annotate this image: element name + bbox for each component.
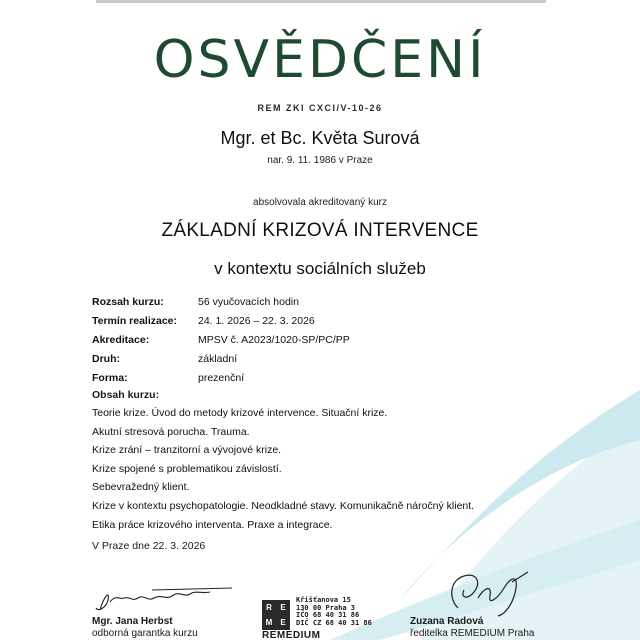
content-line: Akutní stresová porucha. Trauma. xyxy=(92,425,250,438)
content-line: Krize spojené s problematikou závislostí. xyxy=(92,462,282,475)
signer-left-role: odborná garantka kurzu xyxy=(92,628,198,639)
recipient-name: Mgr. et Bc. Květa Surová xyxy=(220,128,420,148)
detail-value: 24. 1. 2026 – 22. 3. 2026 xyxy=(198,315,315,327)
course-title: ZÁKLADNÍ KRIZOVÁ INTERVENCE xyxy=(161,220,479,241)
stamp-logo xyxy=(262,600,290,630)
stamp-name: REMEDIUM xyxy=(262,630,321,640)
detail-value: základní xyxy=(198,353,238,365)
content-line: Krize zrání – tranzitorní a vývojové krize. xyxy=(92,444,282,457)
content-line: Krize v kontextu psychopatologie. Neodkladné stavy. Komunikačně náročný klient. xyxy=(92,499,475,512)
detail-label: Termín realizace: xyxy=(92,315,178,327)
detail-label: Akreditace: xyxy=(92,334,150,346)
detail-label: Druh: xyxy=(92,353,120,365)
stamp-address-line: Křišťanova 15 xyxy=(296,596,351,604)
stamp-logo-letter: E xyxy=(280,618,286,627)
registration-number: REM ZKI CXCI/V-10-26 xyxy=(257,103,383,113)
content-line: Teorie krize. Úvod do metody krizové intervence. Situační krize. xyxy=(92,407,388,419)
stamp-logo-letter: M xyxy=(265,618,273,627)
signer-left-name: Mgr. Jana Herbst xyxy=(92,616,173,627)
stamp-address-line: 130 00 Praha 3 xyxy=(296,603,356,612)
course-context: v kontextu sociálních služeb xyxy=(214,259,426,278)
signature-left xyxy=(92,586,242,616)
content-label: Obsah kurzu: xyxy=(92,389,160,401)
content-line: Sebevražedný klient. xyxy=(92,481,190,494)
signature-right xyxy=(428,568,548,620)
stamp-logo-letter: E xyxy=(280,603,286,612)
detail-label: Rozsah kurzu: xyxy=(92,296,164,308)
detail-value: MPSV č. A2023/1020-SP/PC/PP xyxy=(198,334,350,346)
detail-value: 56 vyučovacích hodin xyxy=(198,296,299,308)
stamp-logo-letter: R xyxy=(266,603,272,612)
signer-right-name: Zuzana Radová xyxy=(410,616,484,627)
top-border-line xyxy=(96,0,546,3)
certificate-title: OSVĚDČENÍ xyxy=(153,30,487,90)
stamp-address-line: DIČ CZ 68 40 31 86 xyxy=(296,618,372,627)
stamp-address xyxy=(296,597,372,627)
completed-text: absolvovala akreditovaný kurz xyxy=(253,197,387,208)
detail-value: prezenční xyxy=(198,372,245,384)
stamp-address-line: IČO 68 40 31 86 xyxy=(296,611,360,620)
place-date: V Praze dne 22. 3. 2026 xyxy=(92,540,206,552)
content-line: Etika práce krizového interventa. Praxe a integrace. xyxy=(92,518,333,531)
birth-info: nar. 9. 11. 1986 v Praze xyxy=(267,155,373,166)
signer-right-role: ředitelka REMEDIUM Praha xyxy=(410,628,535,639)
content-list xyxy=(92,407,474,537)
detail-label: Forma: xyxy=(92,372,128,384)
